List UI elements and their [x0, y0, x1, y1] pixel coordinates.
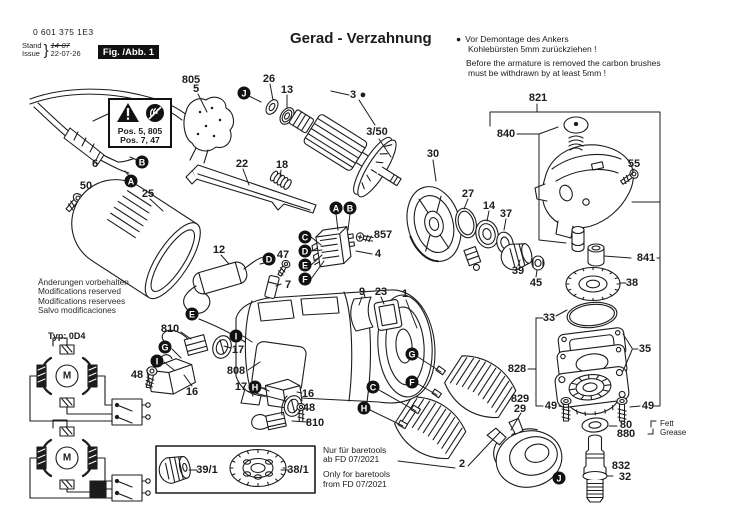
- brush-810-left-drawing: [162, 330, 208, 355]
- catalog-number: 0 601 375 1E3: [33, 27, 94, 37]
- modifications-line: Modifications reserved: [38, 286, 122, 297]
- part-label: 47: [276, 249, 290, 261]
- motor-symbol-2: M: [62, 452, 72, 464]
- part-label: 3/50: [366, 126, 388, 138]
- callout-letter: J: [238, 87, 251, 100]
- part-label: 45: [529, 277, 543, 289]
- part-label: 16: [301, 388, 315, 400]
- page-title: Gerad - Verzahnung: [290, 30, 432, 47]
- lock-button-drawing: [464, 247, 483, 273]
- new-date: 22-07-26: [50, 49, 81, 58]
- part-label: 9: [358, 286, 366, 298]
- motor-symbol-1: M: [62, 370, 72, 382]
- nut-45-drawing: [532, 256, 544, 270]
- part-label: 55: [627, 158, 641, 170]
- callout-letter: G: [159, 341, 172, 354]
- part-label: 828: [507, 363, 527, 375]
- type-label: Typ: 0D4: [48, 331, 86, 341]
- part-label: 50: [79, 180, 93, 192]
- screw-49-left-drawing: [561, 398, 571, 422]
- part-label: 12: [212, 244, 226, 256]
- gear-housing-drawing: [535, 145, 633, 238]
- part-label: 7: [284, 279, 292, 291]
- callout-letter: I: [230, 330, 243, 343]
- part-label: 32: [618, 471, 632, 483]
- part-label: 17: [234, 381, 248, 393]
- part-label: 821: [528, 92, 548, 104]
- part-label: 27: [461, 188, 475, 200]
- baretools-line: Only for baretools: [323, 469, 391, 480]
- note-de-line2: Kohlebürsten 5mm zurückziehen !: [468, 43, 597, 54]
- callout-letter: I: [151, 355, 164, 368]
- part-label: 17: [231, 344, 245, 356]
- revision-labels: [22, 42, 42, 58]
- old-date: 14-07: [50, 41, 70, 50]
- revision-dates: [51, 42, 81, 58]
- part-label: 829: [510, 393, 530, 405]
- plate-7-drawing: [264, 275, 279, 299]
- brush-cap-17-left-drawing: [210, 333, 234, 360]
- callout-letter: E: [186, 308, 199, 321]
- note-en-line1: Before the armature is removed the carbon brushes: [466, 58, 661, 69]
- armature-3-drawing: [276, 88, 417, 210]
- wiring-schematic-2: [30, 420, 150, 501]
- part-label: 38: [625, 277, 639, 289]
- part-label: 16: [185, 386, 199, 398]
- part-label: 38/1: [287, 464, 309, 476]
- callout-letter: C: [299, 231, 312, 244]
- baretools-line: from FD 07/2021: [323, 478, 387, 489]
- revision-brace: }: [43, 41, 49, 59]
- part-label: 49: [544, 400, 558, 412]
- note-en-line2: must be withdrawn by at least 5mm !: [468, 67, 606, 78]
- oring-33-drawing: [566, 300, 618, 330]
- part-label: 2: [458, 458, 466, 470]
- part-label: 37: [499, 208, 513, 220]
- issue-label: Issue: [22, 49, 40, 58]
- callout-letter: A: [330, 202, 343, 215]
- part-label: 29: [513, 403, 527, 415]
- part-label: 80: [619, 419, 633, 431]
- pinion-39-1-drawing: [157, 454, 193, 486]
- part-label: 805: [181, 74, 201, 86]
- part-label: 48: [302, 402, 316, 414]
- warning-pos-line1: Pos. 5, 805: [117, 126, 163, 136]
- warning-pos-line2: Pos. 7, 47: [120, 135, 160, 146]
- switch-4-drawing: [310, 226, 357, 267]
- part-label: 25: [141, 188, 155, 200]
- part-label: 810: [305, 417, 325, 429]
- crown-gear-38-drawing: [566, 268, 620, 301]
- grease-line-en: Grease: [660, 428, 687, 437]
- part-label: 4: [374, 248, 382, 260]
- callout-letter: E: [299, 259, 312, 272]
- insert-23-drawing: [374, 299, 402, 331]
- callout-letter: H: [249, 381, 262, 394]
- part-label: 808: [226, 365, 246, 377]
- part-label: 841: [636, 252, 656, 264]
- callout-letter: C: [367, 381, 380, 394]
- part-label: 26: [262, 73, 276, 85]
- sleeve-841-drawing: [588, 244, 604, 266]
- warning-box: [108, 98, 172, 148]
- baretools-line: ab FD 07/2021: [323, 454, 380, 465]
- part-label: 5: [192, 83, 200, 95]
- part-label: 33: [542, 312, 556, 324]
- modifications-line: Modifications reservees: [38, 295, 126, 306]
- callout-letter: J: [553, 472, 566, 485]
- grease-label: [660, 419, 686, 437]
- figure-label: Fig. /Abb. 1: [98, 45, 159, 59]
- bullet-icon: ●: [456, 34, 462, 44]
- part-label: 35: [638, 343, 652, 355]
- gear-38-1-drawing: [230, 450, 286, 487]
- screw-49-right-drawing: [617, 398, 627, 422]
- stand-label: Stand: [22, 41, 42, 50]
- callout-letter: F: [299, 273, 312, 286]
- part-label: 18: [275, 159, 289, 171]
- part-label: 22: [235, 158, 249, 170]
- screw-47-drawing: [276, 259, 291, 277]
- screw-857-drawing: [356, 232, 374, 243]
- callout-letter: F: [406, 376, 419, 389]
- callout-letter: G: [406, 348, 419, 361]
- warning-triangle-icon: [116, 102, 140, 128]
- callout-letter: D: [263, 253, 276, 266]
- part-label: ●: [359, 89, 367, 101]
- part-label: 39/1: [196, 464, 218, 476]
- modifications-line: Änderungen vorbehalten: [38, 277, 129, 287]
- part-label: 3: [349, 89, 357, 101]
- part-label: 49: [641, 400, 655, 412]
- modifications-line: Salvo modificaciones: [38, 305, 116, 316]
- pin-840-drawing: [572, 227, 584, 252]
- callout-letter: A: [125, 175, 138, 188]
- modifications-note: [38, 278, 129, 316]
- callout-letter: D: [299, 245, 312, 258]
- callout-letter: B: [344, 202, 357, 215]
- no-touch-icon: [145, 103, 165, 128]
- callout-letter: H: [358, 402, 371, 415]
- part-label: 39: [511, 265, 525, 277]
- baretools-note: [323, 446, 390, 489]
- revision-block: [22, 42, 81, 58]
- callout-letter: B: [136, 156, 149, 169]
- part-label: 6: [91, 158, 99, 170]
- note-de-line1: Vor Demontage des Ankers: [465, 34, 569, 44]
- baretools-line: Nur für baretools: [323, 445, 387, 455]
- plug-drawing: [184, 97, 233, 163]
- part-label: 1: [401, 288, 409, 300]
- bearing-ring-26-drawing: [264, 98, 281, 117]
- part-label: 30: [426, 148, 440, 160]
- spindle-832-drawing: [583, 435, 607, 502]
- washer-80-drawing: [581, 417, 608, 433]
- guard-829-drawing: [485, 411, 567, 494]
- wiring-schematic-1: [30, 338, 150, 425]
- part-label: 857: [373, 229, 393, 241]
- part-label: 840: [496, 128, 516, 140]
- grease-line-de: Fett: [660, 419, 674, 428]
- part-label: 810: [160, 323, 180, 335]
- part-label: 880: [616, 428, 636, 440]
- part-label: 23: [374, 286, 388, 298]
- part-label: 13: [280, 84, 294, 96]
- part-label: 14: [482, 200, 496, 212]
- part-label: 48: [130, 369, 144, 381]
- switch-rod-22-drawing: [186, 165, 316, 213]
- armature-note: [456, 35, 716, 78]
- part-label: 832: [611, 460, 631, 472]
